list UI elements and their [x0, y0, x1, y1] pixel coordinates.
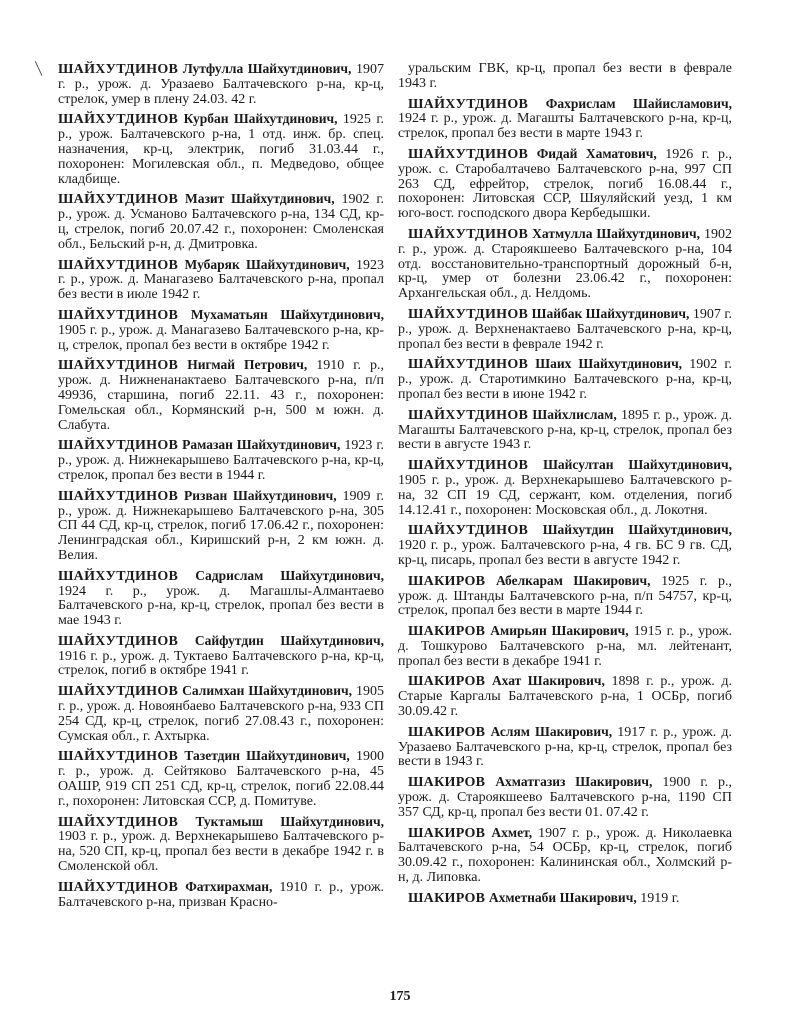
entry	[398, 775, 732, 820]
entry	[398, 97, 732, 142]
entry	[398, 62, 732, 92]
entry-text: 1925 г. р., урож. д. Штанды Балтачевского р-на, п/п 54757, кр-ц, стрелок, пропал без вести в марте 1944 г.	[398, 573, 732, 619]
entry-given-name: Лутфулла Шайхутдинович,	[182, 61, 352, 76]
entry-text: 1902 г. р., урож. д. Староякшеево Балтачевского р-на, 104 отд. восстановительно-транспортный дорожный б-н, кр-ц, умер от болезни 23.06.42 г., похоронен: Архангельская обл., д. Нелдомь.	[398, 226, 733, 302]
entry	[398, 624, 732, 669]
entry-text: 1902 г. р., урож. д. Старотимкино Балтачевского р-на, кр-ц, пропал без вести в июне 1942 г.	[398, 357, 732, 402]
entry	[58, 192, 384, 252]
entry	[58, 569, 384, 629]
entry-text: 1907 г. р., урож. д. Уразаево Балтачевского р-на, кр-ц, стрелок, умер в плену 24.03. 42 г.	[58, 62, 385, 107]
entry-given-name: Фахрислам Шайисламович,	[545, 95, 732, 111]
entry-text: 1916 г. р., урож. д. Туктаево Балтачевского р-на, кр-ц, стрелок, погиб в октябре 1941 г.	[58, 648, 384, 679]
entry-text: 1923 г. р., урож. д. Нижнекарышево Балтачевского р-на, кр-ц, стрелок, пропал без вести в 1944 г.	[58, 438, 385, 483]
entry-given-name: Сайфутдин Шайхутдинович,	[194, 632, 384, 648]
entry-surname: ШАКИРОВ	[408, 724, 486, 740]
entry	[58, 634, 384, 679]
entry-text: 1900 г. р., урож. д. Сейтяково Балтачевского р-на, 45 ОАШР, 919 СП 251 СД, кр-ц, стрелок, погиб 22.08.44 г., похоронен: Литовская ССР, д. Помитуве.	[58, 749, 385, 809]
entry	[398, 674, 732, 719]
entry-given-name: Шаих Шайхутдинович,	[535, 356, 683, 372]
entry-text: 1926 г. р., урож. с. Старобалтачево Балтачевского р-на, 997 СП 263 СД, ефрейтор, стрелок, погиб 16.08.44 г., похоронен: Литовская ССР, Шяуляйский уезд, 1 км юго-вост. господского двора Кербедышки.	[398, 146, 732, 222]
entry-text: 1907 г. р., урож. д. Верхненактаево Балтачевского р-на, кр-ц, пропал без вести в феврале 1942 г.	[398, 306, 733, 352]
entry-surname: ШАЙХУТДИНОВ	[408, 407, 529, 423]
entry-surname: ШАЙХУТДИНОВ	[58, 192, 179, 208]
entry-given-name: Мухаматьян Шайхутдинович,	[190, 306, 384, 322]
entry-surname: ШАКИРОВ	[408, 674, 486, 690]
entry-text: 1923 г. р., урож. д. Манагазево Балтачевского р-на, пропал без вести в июле 1942 г.	[58, 257, 384, 303]
entry-given-name: Шайхлислам,	[532, 406, 617, 422]
entry-surname: ШАЙХУТДИНОВ	[58, 112, 179, 128]
entry-text: 1909 г. р., урож. д. Нижнекарышево Балтачевского р-на, 305 СП 44 СД, кр-ц, стрелок, погиб 17.06.42 г., похоронен: Ленинградская обл., Киришский р-н, 2 км южн. д. Велия.	[58, 488, 384, 563]
entry-text: 1919 г.	[636, 890, 680, 906]
entry-surname: ШАЙХУТДИНОВ	[58, 257, 179, 273]
entry	[58, 62, 384, 107]
entry-surname: ШАЙХУТДИНОВ	[408, 306, 529, 322]
entry-text: 1924 г. р., урож. д. Магашлы-Алмантаево Балтачевского р-на, кр-ц, стрелок, пропал без вести в мае 1943 г.	[58, 583, 384, 629]
entry-surname: ШАЙХУТДИНОВ	[58, 488, 179, 504]
entry	[398, 357, 732, 402]
entry-surname: ШАКИРОВ	[408, 624, 486, 640]
entry	[398, 523, 732, 568]
entry	[58, 684, 384, 744]
entry	[58, 489, 384, 564]
entry-given-name: Фидай Хаматович,	[536, 145, 657, 161]
entry	[58, 308, 384, 353]
entry-surname: ШАЙХУТДИНОВ	[58, 814, 179, 830]
entry-text: 1907 г. р., урож. д. Николаевка Балтачевского р-на, 54 ОСБр, кр-ц, стрелок, погиб 30.09.42 г., похоронен: Калининская обл., Холмский р-н, д. Липовка.	[398, 825, 732, 886]
entry-text: 1920 г. р., урож. Балтачевского р-на, 4 гв. БС 9 гв. СД, кр-ц, писарь, пропал без вести в августе 1942 г.	[398, 538, 732, 568]
entry-surname: ШАЙХУТДИНОВ	[408, 146, 529, 162]
entry-text: 1924 г. р., урож. д. Магашты Балтачевского р-на, кр-ц, стрелок, пропал без вести в марте 1943 г.	[398, 111, 732, 142]
entry	[58, 438, 384, 483]
entry-surname: ШАКИРОВ	[408, 573, 486, 589]
entry-surname: ШАКИРОВ	[408, 890, 486, 906]
entry-given-name: Шайсултан Шайхутдинович,	[543, 457, 732, 473]
entry-surname: ШАЙХУТДИНОВ	[408, 523, 529, 539]
page-number: 175	[389, 989, 411, 1004]
entry-surname: ШАЙХУТДИНОВ	[58, 749, 179, 765]
entry-text: 1902 г. р., урож. д. Усманово Балтачевского р-на, 134 СД, кр-ц, стрелок, погиб 20.07.42 г., похоронен: Смоленская обл., Бельский р-н, д. Дмитровка.	[58, 192, 384, 252]
entry-surname: ШАЙХУТДИНОВ	[408, 357, 529, 373]
entry-text: 1917 г. р., урож. д. Уразаево Балтачевского р-на, кр-ц, стрелок, пропал без вести в 1943 г.	[398, 724, 732, 770]
entry	[398, 725, 732, 770]
entry-given-name: Ахматгазиз Шакирович,	[495, 774, 653, 790]
margin-mark	[35, 60, 44, 76]
entry-given-name: Тазетдин Шайхутдинович,	[184, 748, 350, 764]
entry-given-name: Абелкарам Шакирович,	[495, 572, 651, 588]
entry-given-name: Мазит Шайхутдинович,	[184, 191, 335, 207]
entry-given-name: Аслям Шакирович,	[490, 723, 613, 739]
entry	[398, 147, 732, 222]
entry-surname: ШАЙХУТДИНОВ	[58, 358, 179, 374]
entry-given-name: Ахмет,	[491, 824, 533, 840]
entry-given-name: Мубаряк Шайхутдинович,	[184, 256, 350, 272]
entry-surname: ШАЙХУТДИНОВ	[58, 62, 179, 77]
entry-given-name: Шайхутдин Шайхутдинович,	[542, 522, 733, 538]
entry	[398, 891, 732, 907]
entry-given-name: Туктамыш Шайхутдинович,	[195, 813, 384, 829]
entry-text: 1895 г. р., урож. д. Магашты Балтачевского р-на, кр-ц, стрелок, пропал без вести в августе 1943 г.	[398, 407, 732, 453]
entry-surname: ШАКИРОВ	[408, 825, 486, 841]
entry-given-name: Салимхан Шайхутдинович,	[182, 683, 352, 699]
entry-given-name: Амирьян Шакирович,	[490, 623, 629, 639]
entry	[398, 227, 732, 302]
entry	[398, 826, 732, 886]
entry-given-name: Шайбак Шайхутдинович,	[531, 305, 690, 321]
entry	[58, 112, 384, 187]
entry	[58, 880, 384, 911]
entry	[58, 358, 384, 433]
entry-given-name: Садрислам Шайхутдинович,	[195, 567, 384, 583]
entry-surname: ШАЙХУТДИНОВ	[58, 633, 179, 649]
entry-text: 1905 г. р., урож. д. Манагазево Балтачевского р-на, кр-ц, стрелок, пропал без вести в октябре 1942 г.	[58, 322, 384, 353]
entry-text: 1900 г. р., урож. д. Староякшеево Балтачевского р-на, 1190 СП 357 СД, кр-ц, пропал без вести 01. 07.42 г.	[398, 775, 733, 820]
entry-given-name: Ахметнаби Шакирович,	[488, 889, 637, 905]
entry-surname: ШАЙХУТДИНОВ	[408, 96, 529, 112]
entry-text: 1898 г. р., урож. д. Старые Каргалы Балтачевского р-на, 1 ОСБр, погиб 30.09.42 г.	[398, 674, 733, 720]
entry-text: 1915 г. р., урож. д. Тошкурово Балтачевского р-на, мл. лейтенант, пропал без вести в декабре 1941 г.	[398, 624, 732, 669]
entry-surname: ШАЙХУТДИНОВ	[58, 307, 179, 323]
entry	[398, 458, 732, 518]
entry-given-name: Ахат Шакирович,	[491, 673, 605, 689]
entry-given-name: Курбан Шайхутдинович,	[183, 111, 338, 127]
entry-surname: ШАЙХУТДИНОВ	[58, 438, 179, 454]
left-column	[58, 62, 384, 915]
entry-surname: ШАЙХУТДИНОВ	[408, 226, 529, 242]
entry	[58, 749, 384, 809]
entry-text: 1910 г. р., урож. Балтачевского р-на, призван Красно-	[58, 879, 384, 910]
entry-text: 1903 г. р., урож. д. Верхнекарышево Балтачевского р-на, 520 СП, кр-ц, пропал без вести в декабре 1942 г. в Смоленской обл.	[58, 829, 384, 875]
entry	[398, 574, 732, 619]
entry	[398, 408, 732, 453]
entry	[398, 307, 732, 352]
entry	[58, 815, 384, 875]
entry-surname: ШАЙХУТДИНОВ	[58, 879, 179, 895]
entry-surname: ШАЙХУТДИНОВ	[408, 458, 529, 474]
entry-given-name: Рамазан Шайхутдинович,	[182, 437, 341, 453]
entry-surname: ШАЙХУТДИНОВ	[58, 684, 179, 700]
entry-surname: ШАКИРОВ	[408, 775, 486, 791]
entry-given-name: Нигмай Петрович,	[187, 357, 308, 373]
entry-text: 1905 г. р., урож. д. Новоянбаево Балтачевского р-на, 933 СП 254 СД, кр-ц, стрелок, погиб 27.08.43 г., похоронен: Сумская обл., г. Ахтырка.	[58, 684, 384, 744]
entry-text: 1905 г. р., урож. д. Верхнекарышево Балтачевского р-на, 32 СП 19 СД, сержант, ком. отделения, погиб 14.12.41 г., похоронен: Московская обл., д. Локотня.	[398, 472, 732, 518]
entry-given-name: Хатмулла Шайхутдинович,	[532, 225, 700, 241]
entry-given-name: Ризван Шайхутдинович,	[184, 487, 337, 503]
entry	[58, 258, 384, 303]
right-column	[398, 62, 732, 912]
entry-text: 1925 г. р., урож. Балтачевского р-на, 1 отд. инж. бр. спец. назначения, кр-ц, электрик, погиб 31.03.44 г., похоронен: Могилевская обл., п. Медведово, общее кладбище.	[58, 112, 385, 187]
entry-text: 1910 г. р., урож. д. Нижненанактаево Балтачевского р-на, п/п 49936, старшина, погиб 22.11. 43 г., похоронен: Гомельская обл., Кормянский р-н, 500 м южн. д. Слабута.	[58, 358, 384, 433]
entry-surname: ШАЙХУТДИНОВ	[58, 568, 179, 584]
entry-text: уральским ГВК, кр-ц, пропал без вести в феврале 1943 г.	[398, 61, 732, 91]
entry-given-name: Фатхирахман,	[185, 878, 273, 894]
